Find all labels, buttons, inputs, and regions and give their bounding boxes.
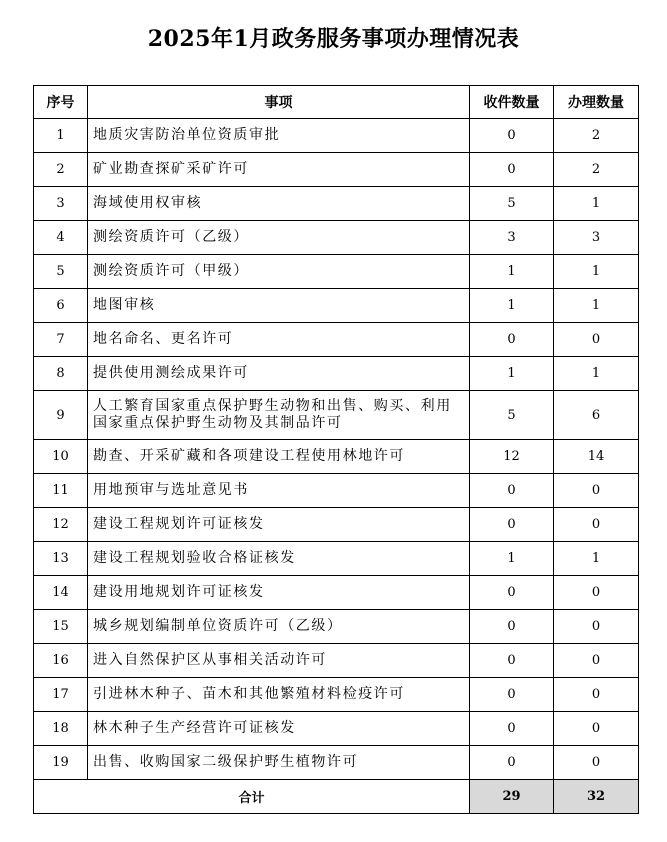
table-row bbox=[34, 610, 639, 644]
row-handled: 2 bbox=[554, 153, 639, 187]
header-handled: 办理数量 bbox=[554, 86, 639, 119]
row-handled: 1 bbox=[554, 255, 639, 289]
row-no: 19 bbox=[34, 746, 88, 780]
row-item: 测绘资质许可（甲级） bbox=[88, 255, 470, 289]
table-row bbox=[34, 474, 639, 508]
row-item: 出售、收购国家二级保护野生植物许可 bbox=[88, 746, 470, 780]
total-row bbox=[34, 780, 639, 814]
row-handled: 1 bbox=[554, 187, 639, 221]
table-row bbox=[34, 289, 639, 323]
row-no: 5 bbox=[34, 255, 88, 289]
table-row bbox=[34, 153, 639, 187]
row-received: 0 bbox=[470, 153, 554, 187]
table-row bbox=[34, 221, 639, 255]
row-handled: 0 bbox=[554, 576, 639, 610]
table-row bbox=[34, 119, 639, 153]
row-received: 1 bbox=[470, 357, 554, 391]
table-row bbox=[34, 187, 639, 221]
row-item: 地质灾害防治单位资质审批 bbox=[88, 119, 470, 153]
row-no: 17 bbox=[34, 678, 88, 712]
row-no: 18 bbox=[34, 712, 88, 746]
row-no: 15 bbox=[34, 610, 88, 644]
row-no: 10 bbox=[34, 440, 88, 474]
row-item: 地名命名、更名许可 bbox=[88, 323, 470, 357]
row-received: 0 bbox=[470, 323, 554, 357]
row-no: 14 bbox=[34, 576, 88, 610]
row-item: 勘查、开采矿藏和各项建设工程使用林地许可 bbox=[88, 440, 470, 474]
row-item: 城乡规划编制单位资质许可（乙级） bbox=[88, 610, 470, 644]
row-item: 引进林木种子、苗木和其他繁殖材料检疫许可 bbox=[88, 678, 470, 712]
total-handled: 32 bbox=[554, 780, 639, 814]
table-row bbox=[34, 542, 639, 576]
row-no: 13 bbox=[34, 542, 88, 576]
row-handled: 0 bbox=[554, 712, 639, 746]
row-item: 用地预审与选址意见书 bbox=[88, 474, 470, 508]
row-received: 0 bbox=[470, 508, 554, 542]
row-item: 人工繁育国家重点保护野生动物和出售、购买、利用国家重点保护野生动物及其制品许可 bbox=[88, 391, 470, 440]
row-received: 3 bbox=[470, 221, 554, 255]
row-handled: 0 bbox=[554, 644, 639, 678]
row-no: 2 bbox=[34, 153, 88, 187]
table-row bbox=[34, 323, 639, 357]
row-received: 0 bbox=[470, 712, 554, 746]
row-received: 0 bbox=[470, 119, 554, 153]
row-handled: 2 bbox=[554, 119, 639, 153]
row-handled: 14 bbox=[554, 440, 639, 474]
row-item: 建设工程规划许可证核发 bbox=[88, 508, 470, 542]
row-item: 建设工程规划验收合格证核发 bbox=[88, 542, 470, 576]
row-handled: 6 bbox=[554, 391, 639, 440]
row-no: 16 bbox=[34, 644, 88, 678]
header-item: 事项 bbox=[88, 86, 470, 119]
row-received: 1 bbox=[470, 255, 554, 289]
row-handled: 0 bbox=[554, 508, 639, 542]
row-received: 12 bbox=[470, 440, 554, 474]
row-no: 9 bbox=[34, 391, 88, 440]
row-item: 海域使用权审核 bbox=[88, 187, 470, 221]
row-received: 0 bbox=[470, 474, 554, 508]
row-handled: 0 bbox=[554, 678, 639, 712]
total-label: 合计 bbox=[34, 780, 470, 814]
row-received: 5 bbox=[470, 187, 554, 221]
table-header-row bbox=[34, 86, 639, 119]
row-received: 0 bbox=[470, 678, 554, 712]
row-received: 0 bbox=[470, 746, 554, 780]
row-handled: 1 bbox=[554, 542, 639, 576]
row-no: 6 bbox=[34, 289, 88, 323]
table-row bbox=[34, 576, 639, 610]
row-handled: 0 bbox=[554, 323, 639, 357]
table-row bbox=[34, 678, 639, 712]
row-handled: 1 bbox=[554, 357, 639, 391]
row-handled: 0 bbox=[554, 474, 639, 508]
row-no: 7 bbox=[34, 323, 88, 357]
row-no: 8 bbox=[34, 357, 88, 391]
service-table bbox=[33, 85, 639, 814]
page-title: 2025年1月政务服务事项办理情况表 bbox=[147, 26, 520, 52]
table-row bbox=[34, 746, 639, 780]
row-item: 建设用地规划许可证核发 bbox=[88, 576, 470, 610]
table-row bbox=[34, 357, 639, 391]
row-received: 0 bbox=[470, 644, 554, 678]
row-handled: 0 bbox=[554, 746, 639, 780]
row-no: 12 bbox=[34, 508, 88, 542]
row-item: 矿业勘查探矿采矿许可 bbox=[88, 153, 470, 187]
row-handled: 1 bbox=[554, 289, 639, 323]
table-row bbox=[34, 508, 639, 542]
row-no: 4 bbox=[34, 221, 88, 255]
row-no: 11 bbox=[34, 474, 88, 508]
row-item: 测绘资质许可（乙级） bbox=[88, 221, 470, 255]
row-item: 林木种子生产经营许可证核发 bbox=[88, 712, 470, 746]
row-handled: 3 bbox=[554, 221, 639, 255]
table-row bbox=[34, 644, 639, 678]
row-received: 1 bbox=[470, 542, 554, 576]
row-item: 进入自然保护区从事相关活动许可 bbox=[88, 644, 470, 678]
row-received: 1 bbox=[470, 289, 554, 323]
table-row bbox=[34, 712, 639, 746]
row-no: 1 bbox=[34, 119, 88, 153]
header-no: 序号 bbox=[34, 86, 88, 119]
row-no: 3 bbox=[34, 187, 88, 221]
row-item: 提供使用测绘成果许可 bbox=[88, 357, 470, 391]
row-received: 0 bbox=[470, 576, 554, 610]
table-row bbox=[34, 255, 639, 289]
row-received: 5 bbox=[470, 391, 554, 440]
table-row bbox=[34, 391, 639, 440]
row-item: 地图审核 bbox=[88, 289, 470, 323]
table-row bbox=[34, 440, 639, 474]
row-received: 0 bbox=[470, 610, 554, 644]
row-handled: 0 bbox=[554, 610, 639, 644]
header-received: 收件数量 bbox=[470, 86, 554, 119]
total-received: 29 bbox=[470, 780, 554, 814]
